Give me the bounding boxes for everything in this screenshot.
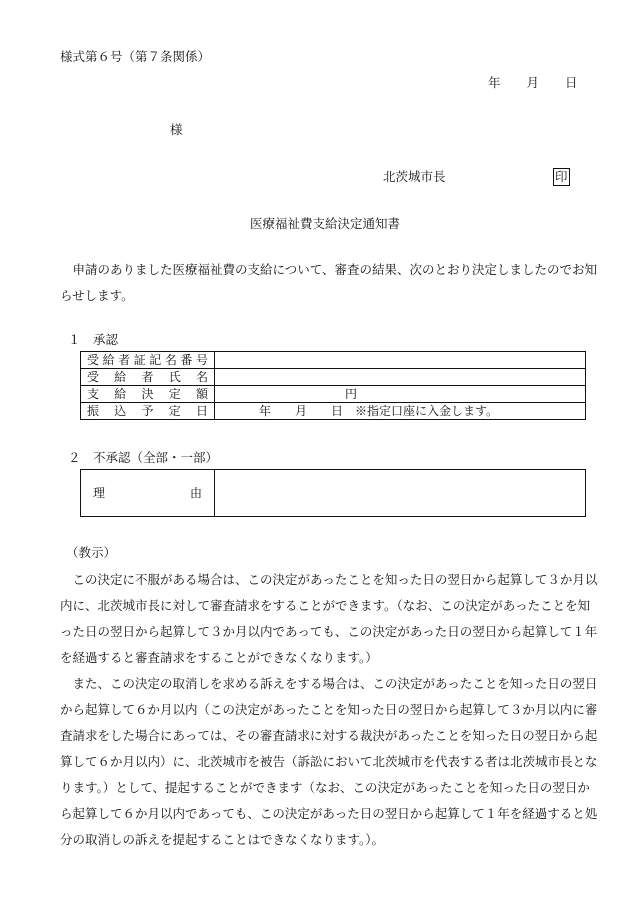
transfer-date-label: 振込予定日 [81,403,215,420]
recipient-cert-number-label: 受給者証記名番号 [81,352,215,369]
date-year-label: 年 [488,75,501,90]
addressee-suffix: 様 [170,122,183,137]
intro-paragraph [60,257,600,309]
notice-body [60,567,600,853]
reason-label [81,470,215,517]
document-title: 医療福祉費支給決定通知書 [250,216,401,231]
table-row [81,403,586,420]
form-number: 様式第６号（第７条関係） [60,49,211,64]
approval-table [80,351,586,420]
payment-amount-label: 支給決定額 [81,386,215,403]
payment-amount-value: 円 [215,386,586,403]
date-day-label: 日 [565,75,578,90]
table-row [81,369,586,386]
reason-label-left: 理 [93,486,106,500]
reason-label-right: 由 [189,486,202,500]
section1-heading: １ 承認 [68,332,119,347]
table-row [81,386,586,403]
transfer-date-value: 年 月 日 ※指定口座に入金します。 [215,403,586,420]
date-month-label: 月 [526,75,540,90]
notice-paragraph-2: また、この決定の取消しを求める訴えをする場合は、この決定があったことを知った日の翌日から起算して６か月以内（この決定があったことを知った日の翌日から起算して３か月以内に審査請求をした場合にあっては、その審査請求に対する裁決があったことを知った日の翌日から起算して６か月以内）に、北茨城市を被告（訴訟において北茨城市を代表する者は北茨城市長となります。）として、提起することができます（なお、この決定があったことを知った日の翌日から起算して６か月以内であっても、この決定があった日の翌日から起算して１年を経過すると処分の取消しの訴えを提起することはできなくなります。）。 [60,676,598,847]
rejection-table [80,469,586,517]
recipient-name-value [215,369,586,386]
reason-value [215,470,586,517]
section2-heading: ２ 不承認（全部・一部） [68,450,219,465]
seal-mark: 印 [555,169,568,184]
table-row [81,352,586,369]
recipient-name-label: 受給者氏名 [81,369,215,386]
intro-text: 申請のありました医療福祉費の支給について、審査の結果、次のとおり決定しましたのでお知らせします。 [60,262,598,303]
notice-paragraph-1: この決定に不服がある場合は、この決定があったことを知った日の翌日から起算して３か月以内に、北茨城市長に対して審査請求をすることができます。（なお、この決定があったことを知った日の翌日から起算して３か月以内であっても、この決定があった日の翌日から起算して１年を経過すると審査請求をすることができなくなります。） [60,572,598,665]
notice-heading: （教示） [66,545,117,560]
date-line [488,75,578,91]
issuer-name: 北茨城市長 [383,169,446,184]
recipient-cert-number-value [215,352,586,369]
table-row [81,470,586,517]
